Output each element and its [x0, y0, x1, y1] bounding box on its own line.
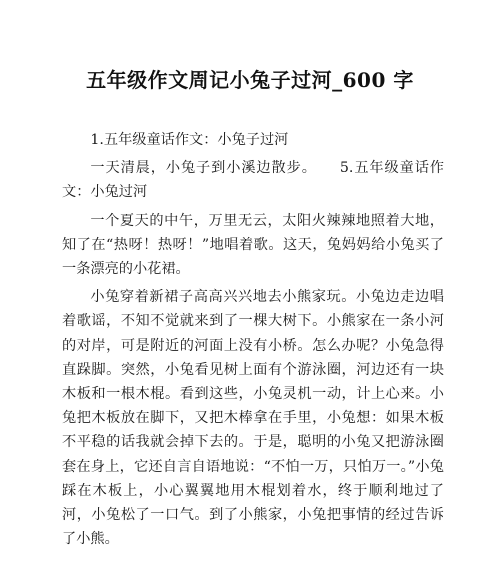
page-title: 五年级作文周记小兔子过河_600 字	[86, 68, 414, 92]
paragraph: 小兔穿着新裙子高高兴兴地去小熊家玩。小兔边走边唱着歌谣，不知不觉就来到了一棵大树下。小熊家在一条小河的对岸，可是附近的河面上没有小桥。怎么办呢？小兔急得直跺脚。突然，小兔看见树上面有个游泳圈，河边还有一块木板和一根木棍。看到这些，小兔灵机一动，计上心来。小兔把木板放在脚下，又把木棒拿在手里，小兔想：如果木板不平稳的话我就会掉下去的。于是，聪明的小兔又把游泳圈套在身上，它还自言自语地说：“不怕一万，只怕万一。”小兔踩在木板上，小心翼翼地用木棍划着水，终于顺利地过了河，小兔松了一口气。到了小熊家，小兔把事情的经过告诉了小熊。	[62, 289, 444, 548]
paragraph: 一天清晨，小兔子到小溪边散步。 5.五年级童话作文：小兔过河	[62, 160, 444, 201]
paragraph: 1.五年级童话作文：小兔子过河	[90, 132, 289, 148]
article-body	[62, 128, 444, 551]
paragraph: 一个夏天的中午，万里无云，太阳火辣辣地照着大地，知了在“热呀！热呀！”地唱着歌。这天，兔妈妈给小兔买了一条漂亮的小花裙。	[62, 212, 444, 278]
